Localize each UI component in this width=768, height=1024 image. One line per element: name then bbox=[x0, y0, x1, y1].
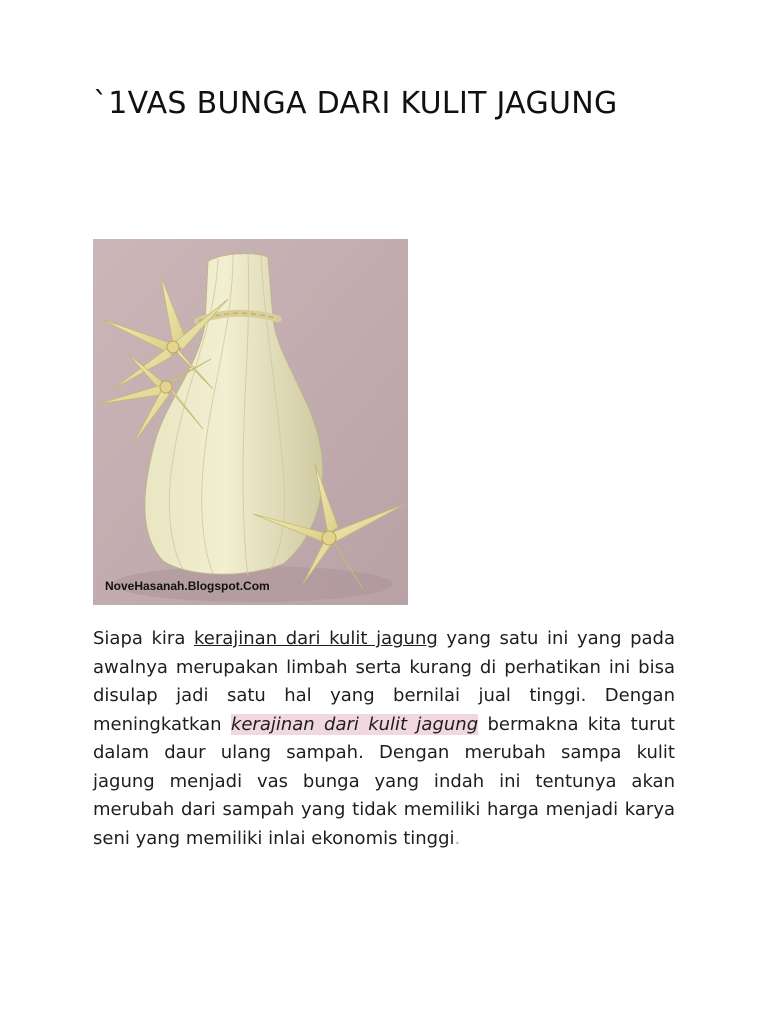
vase-illustration bbox=[93, 239, 408, 605]
paragraph-end-mark: . bbox=[454, 827, 461, 849]
paragraph-text-3: bermakna kita turut dalam daur ulang sampah. Dengan merubah sampa kulit jagung menjadi vas bunga yang indah ini tentunya akan merubah dari sampah yang tidak memiliki harga menjadi karya seni yang memiliki inlai ekonomis tinggi bbox=[93, 713, 675, 849]
corn-husk-vase-photo bbox=[93, 239, 408, 605]
paragraph-text-1: Siapa kira bbox=[93, 628, 194, 649]
highlighted-phrase: kerajinan dari kulit jagung bbox=[230, 713, 479, 735]
link-kerajinan[interactable]: kerajinan dari kulit jagung bbox=[193, 628, 438, 649]
document-title: `1VAS BUNGA DARI KULIT JAGUNG bbox=[93, 86, 618, 121]
body-paragraph bbox=[93, 625, 675, 853]
photo-watermark: NoveHasanah.Blogspot.Com bbox=[105, 579, 270, 593]
paragraph-text-2: yang satu ini yang pada awalnya merupakan limbah serta kurang di perhatikan ini bisa disulap jadi satu hal yang bernilai jual tinggi. Dengan meningkatkan bbox=[93, 628, 676, 735]
